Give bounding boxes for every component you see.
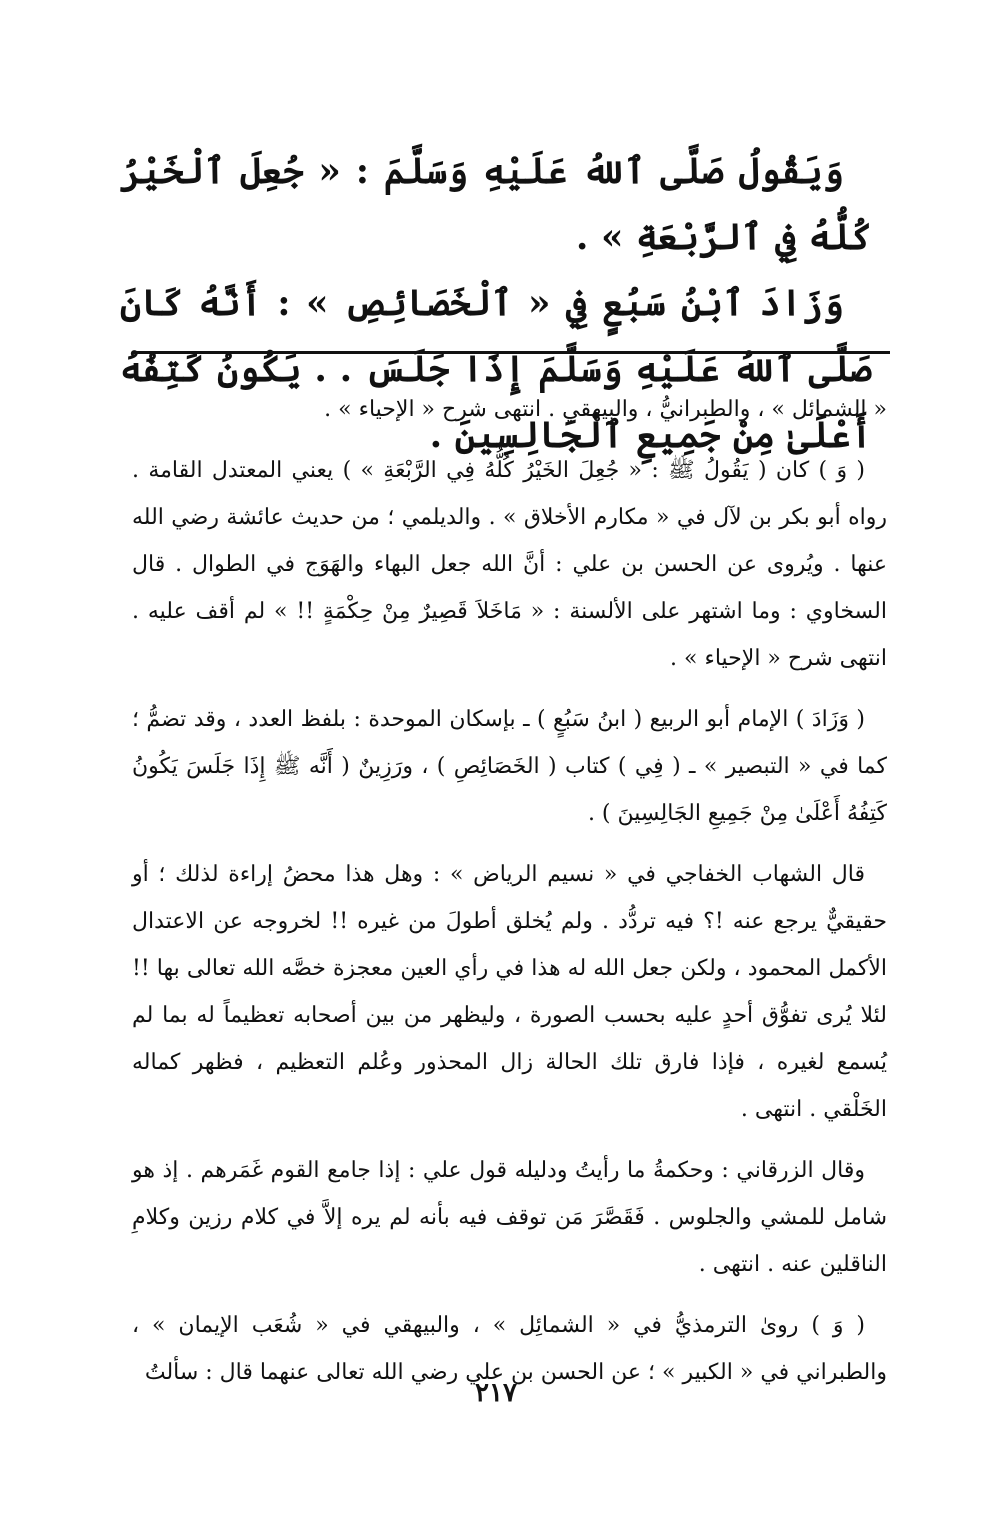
page-number: ٢١٧ [475, 1378, 517, 1408]
commentary-paragraph-3: ( وَزَادَ ) الإمام أبو الربيع ( ابنُ سَبُعٍ ) ـ بإسكان الموحدة : بلفظ العدد ، وقد تضمُّ ؛ كما في « التبصير » ـ ( فِي ) كتاب ( الخَصَائِصِ ) ، ورَزِينٌ ( أَنَّه ﷺ إِذَا جَلَسَ يَكُونُ كَتِفُهُ أَعْلَىٰ مِنْ جَمِيعِ الجَالِسِينَ ) . [132, 707, 887, 826]
footnote-separator-line [133, 351, 890, 354]
commentary-block [132, 386, 887, 1410]
commentary-paragraph-5: وقال الزرقاني : وحكمةُ ما رأيتُ ودليله قول علي : إذا جامع القوم غَمَرهم . إذ هو شامل للمشي والجلوس . فَقَصَّرَ مَن توقف فيه بأنه لم يره إلاَّ في كلام رزين وكلامِ الناقلين عنه . انتهى . [132, 1158, 887, 1277]
commentary-paragraph-1: « الشمائل » ، والطبرانيُّ ، والبيهقي . انتهى شرح « الإحياء » . [324, 397, 887, 422]
commentary-paragraph-6: ( وَ ) روىٰ الترمذيُّ في « الشمائِل » ، والبيهقي في « شُعَب الإيمان » ، والطبراني في « الكبير » ؛ عن الحسن بن علي رضي الله تعالى عنهما قال : سألتُ [132, 1313, 887, 1385]
commentary-paragraph-4: قال الشهاب الخفاجي في « نسيم الرياض » : وهل هذا محضُ إراءة لذلك ؛ أو حقيقيٌّ يرجع عنه !؟ فيه تردُّد . ولم يُخلق أطولَ من غيره !! لخروجه عن الاعتدال الأكمل المحمود ، ولكن جعل الله له هذا في رأي العين معجزة خصَّه الله تعالى بها !! لئلا يُرى تفوُّق أحدٍ عليه بحسب الصورة ، وليظهر من بين أصحابه تعظيماً له بما لم يُسمع لغيره ، فإذا فارق تلك الحالة زال المحذور وعُلم التعظيم ، فظهر كماله الخَلْقي . انتهى . [132, 862, 887, 1122]
main-text-paragraph-1: وَيَقُولُ صَلَّى ٱللهُ عَلَيْهِ وَسَلَّمَ : « جُعِلَ ٱلْخَيْرُ كُلُّهُ فِي ٱلرَّبْعَةِ » . [120, 150, 872, 258]
main-text-paragraph-2: وَزَادَ ٱبْنُ سَبُعٍ فِي « ٱلْخَصَائِصِ » : أَنَّهُ كَانَ صَلَّى ٱللهُ عَلَيْهِ وَسَلَّمَ إِذَا جَلَسَ . . يَكُونُ كَتِفُهُ أَعْلَىٰ مِنْ جَمِيعِ ٱلْجَالِسِينَ . [120, 282, 872, 456]
commentary-paragraph-2: ( وَ ) كان ( يَقُولُ ﷺ : « جُعِلَ الخَيْرُ كُلُّهُ فِي الرَّبْعَةِ » ) يعني المعتدل القامة . رواه أبو بكر بن لآل في « مكارم الأخلاق » . والديلمي ؛ من حديث عائشة رضي الله عنها . ويُروى عن الحسن بن علي : أنَّ الله جعل البهاء والهَوَج في الطوال . قال السخاوي : وما اشتهر على الألسنة : « مَاخَلاَ قَصِيرٌ مِنْ حِكْمَةٍ !! » لم أقف عليه . انتهى شرح « الإحياء » . [132, 458, 887, 671]
